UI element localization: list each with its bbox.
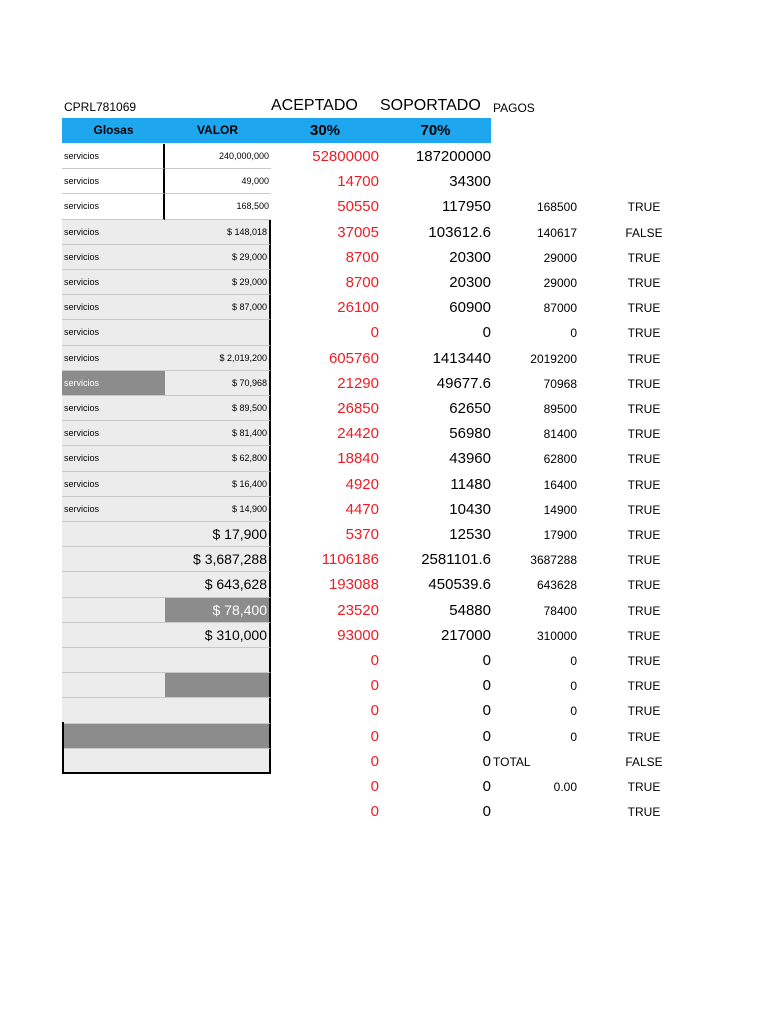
glosa-cell[interactable]: servicios <box>62 295 165 320</box>
aceptado-cell[interactable]: 5370 <box>345 526 379 543</box>
check-cell[interactable]: TRUE <box>627 729 661 744</box>
pagos-cell[interactable]: 87000 <box>543 301 577 316</box>
table-row <box>0 623 768 648</box>
table-row <box>0 169 768 194</box>
soportado-cell[interactable]: 0 <box>482 677 491 695</box>
check-cell[interactable]: TRUE <box>627 553 661 568</box>
valor-cell[interactable]: $ 310,000 <box>165 623 271 648</box>
pagos-cell[interactable]: 310000 <box>536 628 577 643</box>
pagos-cell[interactable]: 14900 <box>543 502 577 517</box>
soportado-cell[interactable]: 54880 <box>449 601 491 619</box>
pagos-cell[interactable] <box>505 749 577 774</box>
table-row <box>0 446 768 471</box>
pagos-cell[interactable] <box>505 144 577 169</box>
pagos-cell[interactable]: 0 <box>570 326 577 341</box>
aceptado-cell[interactable]: 52800000 <box>312 148 379 165</box>
table-row <box>0 673 768 698</box>
pagos-cell[interactable]: 29000 <box>543 250 577 265</box>
aceptado-cell[interactable]: 8700 <box>345 248 379 266</box>
pagos-cell[interactable] <box>505 169 577 194</box>
check-cell[interactable]: TRUE <box>627 654 661 668</box>
glosa-cell[interactable]: servicios <box>62 144 165 169</box>
valor-cell[interactable]: $ 643,628 <box>165 572 271 597</box>
glosa-cell[interactable]: servicios <box>62 220 165 245</box>
soportado-cell[interactable]: 49677.6 <box>436 374 491 392</box>
check-cell[interactable]: TRUE <box>627 250 661 265</box>
table-row <box>0 522 768 547</box>
check-cell[interactable]: TRUE <box>627 376 661 391</box>
table-row <box>0 295 768 320</box>
valor-cell[interactable]: $ 81,400 <box>165 421 271 446</box>
table-row <box>0 220 768 245</box>
glosa-cell[interactable] <box>62 724 165 749</box>
check-cell[interactable]: TRUE <box>627 427 661 442</box>
table-row <box>0 270 768 295</box>
valor-cell[interactable]: $ 62,800 <box>165 446 271 471</box>
pagos-cell[interactable]: 81400 <box>543 427 577 442</box>
valor-cell[interactable] <box>165 320 271 345</box>
check-cell[interactable]: TRUE <box>627 578 661 593</box>
glosa-cell[interactable] <box>62 522 165 547</box>
check-cell[interactable]: TRUE <box>627 301 661 316</box>
valor-cell[interactable]: $ 2,019,200 <box>165 346 271 371</box>
pagos-cell[interactable]: 643628 <box>536 578 577 593</box>
aceptado-cell[interactable]: 0 <box>370 727 379 745</box>
glosa-cell[interactable] <box>62 572 165 597</box>
table-row <box>0 396 768 421</box>
glosa-cell[interactable]: servicios <box>62 371 165 396</box>
soportado-cell[interactable]: 103612.6 <box>428 223 491 241</box>
aceptado-cell[interactable]: 0 <box>370 803 379 821</box>
glosa-cell[interactable]: servicios <box>62 497 165 522</box>
valor-cell[interactable]: $ 29,000 <box>165 270 271 295</box>
table-row <box>0 648 768 673</box>
soportado-cell[interactable]: 117950 <box>442 198 491 216</box>
total-label[interactable]: TOTAL <box>493 754 531 769</box>
glosa-cell[interactable]: servicios <box>62 472 165 497</box>
pagos-cell[interactable]: 140617 <box>536 225 577 240</box>
soportado-cell[interactable]: 2581101.6 <box>421 551 491 569</box>
table-row <box>0 799 768 824</box>
header-70-percent[interactable]: 70% <box>420 122 451 139</box>
soportado-cell[interactable]: 0 <box>482 652 491 669</box>
valor-cell[interactable]: $ 89,500 <box>165 396 271 421</box>
pagos-cell[interactable]: 168500 <box>536 200 577 215</box>
soportado-cell[interactable]: 0 <box>482 752 491 770</box>
pagos-cell[interactable]: 70968 <box>543 376 577 391</box>
pagos-cell[interactable]: 0 <box>570 679 577 694</box>
soportado-cell[interactable]: 20300 <box>449 274 491 291</box>
glosa-cell[interactable] <box>62 749 165 774</box>
glosa-cell[interactable] <box>62 648 165 673</box>
soportado-cell[interactable]: 43960 <box>449 450 491 468</box>
pagos-cell[interactable]: 0 <box>570 654 577 668</box>
check-cell[interactable]: FALSE <box>625 225 663 240</box>
soportado-cell[interactable]: 34300 <box>449 173 491 191</box>
valor-cell[interactable]: $ 87,000 <box>165 295 271 320</box>
aceptado-cell[interactable]: 8700 <box>345 274 379 291</box>
check-cell[interactable] <box>600 169 688 194</box>
glosa-cell[interactable] <box>62 598 165 623</box>
check-cell[interactable]: TRUE <box>627 603 661 618</box>
valor-cell[interactable]: $ 29,000 <box>165 245 271 270</box>
soportado-cell[interactable]: 0 <box>482 803 491 821</box>
valor-cell[interactable]: $ 3,687,288 <box>165 547 271 572</box>
glosa-cell[interactable] <box>62 623 165 648</box>
soportado-cell[interactable]: 0 <box>482 778 491 795</box>
valor-cell[interactable]: 49,000 <box>165 169 271 194</box>
pagos-cell[interactable]: 78400 <box>543 603 577 618</box>
aceptado-cell[interactable]: 93000 <box>337 626 379 644</box>
valor-cell[interactable]: $ 16,400 <box>165 472 271 497</box>
glosa-cell[interactable] <box>62 698 165 723</box>
aceptado-cell[interactable]: 23520 <box>337 601 379 619</box>
table-row <box>0 572 768 597</box>
aceptado-cell[interactable]: 4920 <box>345 475 379 493</box>
check-cell[interactable]: TRUE <box>627 276 661 290</box>
header-30-percent[interactable]: 30% <box>309 122 341 139</box>
glosa-cell[interactable] <box>62 547 165 572</box>
valor-cell[interactable]: 168,500 <box>165 194 271 219</box>
table-row <box>0 497 768 522</box>
pagos-cell[interactable]: 3687288 <box>530 553 577 568</box>
valor-cell[interactable] <box>165 724 271 749</box>
aceptado-cell[interactable]: 18840 <box>337 450 379 468</box>
valor-cell[interactable] <box>165 648 271 673</box>
table-row <box>0 144 768 169</box>
aceptado-cell[interactable]: 1106186 <box>321 551 379 569</box>
valor-cell[interactable]: $ 14,900 <box>165 497 271 522</box>
table-row <box>0 194 768 219</box>
check-cell[interactable]: TRUE <box>627 452 661 467</box>
soportado-cell[interactable]: 0 <box>482 727 491 745</box>
glosa-cell[interactable]: servicios <box>62 169 165 194</box>
valor-cell[interactable]: $ 17,900 <box>165 522 271 547</box>
check-cell[interactable]: TRUE <box>627 477 661 492</box>
valor-cell[interactable]: 240,000,000 <box>165 144 271 169</box>
table-row <box>0 371 768 396</box>
aceptado-label: ACEPTADO <box>271 97 358 114</box>
glosa-cell[interactable]: servicios <box>62 396 165 421</box>
glosa-cell[interactable]: servicios <box>62 421 165 446</box>
soportado-cell[interactable]: 11480 <box>450 475 491 493</box>
aceptado-cell[interactable]: 24420 <box>337 425 379 443</box>
table-row <box>0 346 768 371</box>
aceptado-cell[interactable]: 0 <box>370 752 379 770</box>
glosa-cell[interactable]: servicios <box>62 194 165 219</box>
pagos-cell[interactable]: 89500 <box>543 402 577 416</box>
check-cell[interactable]: TRUE <box>627 704 661 719</box>
aceptado-cell[interactable]: 0 <box>370 778 379 795</box>
check-cell[interactable]: FALSE <box>625 754 663 769</box>
aceptado-cell[interactable]: 0 <box>370 677 379 695</box>
check-cell[interactable]: TRUE <box>627 326 661 341</box>
aceptado-cell[interactable]: 0 <box>370 324 379 342</box>
glosa-cell[interactable]: servicios <box>62 346 165 371</box>
glosa-cell[interactable]: servicios <box>62 270 165 295</box>
aceptado-cell[interactable]: 0 <box>370 702 379 720</box>
pagos-cell[interactable] <box>505 799 577 824</box>
soportado-label: SOPORTADO <box>380 97 481 114</box>
glosa-cell[interactable]: servicios <box>62 245 165 270</box>
table-bottom-border <box>62 772 271 774</box>
aceptado-cell[interactable]: 37005 <box>337 223 379 241</box>
check-cell[interactable]: TRUE <box>627 780 661 794</box>
table-row <box>0 598 768 623</box>
pagos-cell[interactable]: 0 <box>570 704 577 719</box>
valor-cell[interactable]: $ 78,400 <box>165 598 271 623</box>
check-cell[interactable]: TRUE <box>627 679 661 694</box>
table-row <box>0 774 768 799</box>
valor-cell[interactable]: $ 148,018 <box>165 220 271 245</box>
check-cell[interactable]: TRUE <box>627 200 661 215</box>
sheet-code: CPRL781069 <box>64 100 137 114</box>
check-cell[interactable]: TRUE <box>627 351 661 366</box>
pagos-cell[interactable]: 0 <box>570 729 577 744</box>
soportado-cell[interactable]: 20300 <box>449 248 491 266</box>
soportado-cell[interactable]: 12530 <box>449 526 491 543</box>
table-row <box>0 472 768 497</box>
glosa-cell[interactable] <box>62 673 165 698</box>
table-row <box>0 698 768 723</box>
aceptado-cell[interactable]: 193088 <box>328 576 379 594</box>
pagos-label: PAGOS <box>493 101 535 115</box>
soportado-cell[interactable]: 187200000 <box>415 148 491 165</box>
soportado-cell[interactable]: 0 <box>482 324 491 342</box>
glosa-cell[interactable]: servicios <box>62 446 165 471</box>
aceptado-cell[interactable]: 0 <box>370 652 379 669</box>
table-row <box>0 724 768 749</box>
valor-cell[interactable] <box>165 673 271 698</box>
header-valor[interactable]: VALOR <box>196 123 239 137</box>
table-row <box>0 245 768 270</box>
table-row <box>0 749 768 774</box>
soportado-cell[interactable]: 62650 <box>449 400 491 417</box>
valor-cell[interactable] <box>165 749 271 774</box>
soportado-cell[interactable]: 217000 <box>440 626 491 644</box>
check-cell[interactable]: TRUE <box>627 805 661 820</box>
pagos-cell[interactable]: 2019200 <box>530 351 577 366</box>
pagos-cell[interactable]: 17900 <box>543 528 577 542</box>
soportado-cell[interactable]: 0 <box>482 702 491 720</box>
soportado-cell[interactable]: 10430 <box>449 500 491 518</box>
aceptado-cell[interactable]: 4470 <box>345 500 379 518</box>
aceptado-cell[interactable]: 26850 <box>337 400 379 417</box>
pagos-cell[interactable]: 0.00 <box>553 780 577 794</box>
pagos-cell[interactable]: 16400 <box>543 477 577 492</box>
aceptado-cell[interactable]: 14700 <box>337 173 379 191</box>
pagos-cell[interactable]: 29000 <box>543 276 577 290</box>
soportado-cell[interactable]: 1413440 <box>432 349 491 367</box>
check-cell[interactable]: TRUE <box>627 628 661 643</box>
check-cell[interactable]: TRUE <box>627 502 661 517</box>
aceptado-cell[interactable]: 26100 <box>337 299 379 317</box>
soportado-cell[interactable]: 56980 <box>449 425 491 443</box>
table-left-border <box>62 722 64 774</box>
aceptado-cell[interactable]: 21290 <box>337 374 379 392</box>
valor-cell[interactable]: $ 70,968 <box>165 371 271 396</box>
pagos-cell[interactable]: 62800 <box>543 452 577 467</box>
check-cell[interactable]: TRUE <box>627 402 661 416</box>
check-cell[interactable]: TRUE <box>627 528 661 542</box>
table-row <box>0 421 768 446</box>
table-row <box>0 547 768 572</box>
soportado-cell[interactable]: 60900 <box>449 299 491 317</box>
check-cell[interactable] <box>600 144 688 169</box>
glosa-cell[interactable]: servicios <box>62 320 165 345</box>
aceptado-cell[interactable]: 50550 <box>337 198 379 216</box>
table-row <box>0 320 768 345</box>
aceptado-cell[interactable]: 605760 <box>328 349 379 367</box>
header-glosas[interactable]: Glosas <box>93 123 134 137</box>
soportado-cell[interactable]: 450539.6 <box>428 576 491 594</box>
valor-cell[interactable] <box>165 698 271 723</box>
